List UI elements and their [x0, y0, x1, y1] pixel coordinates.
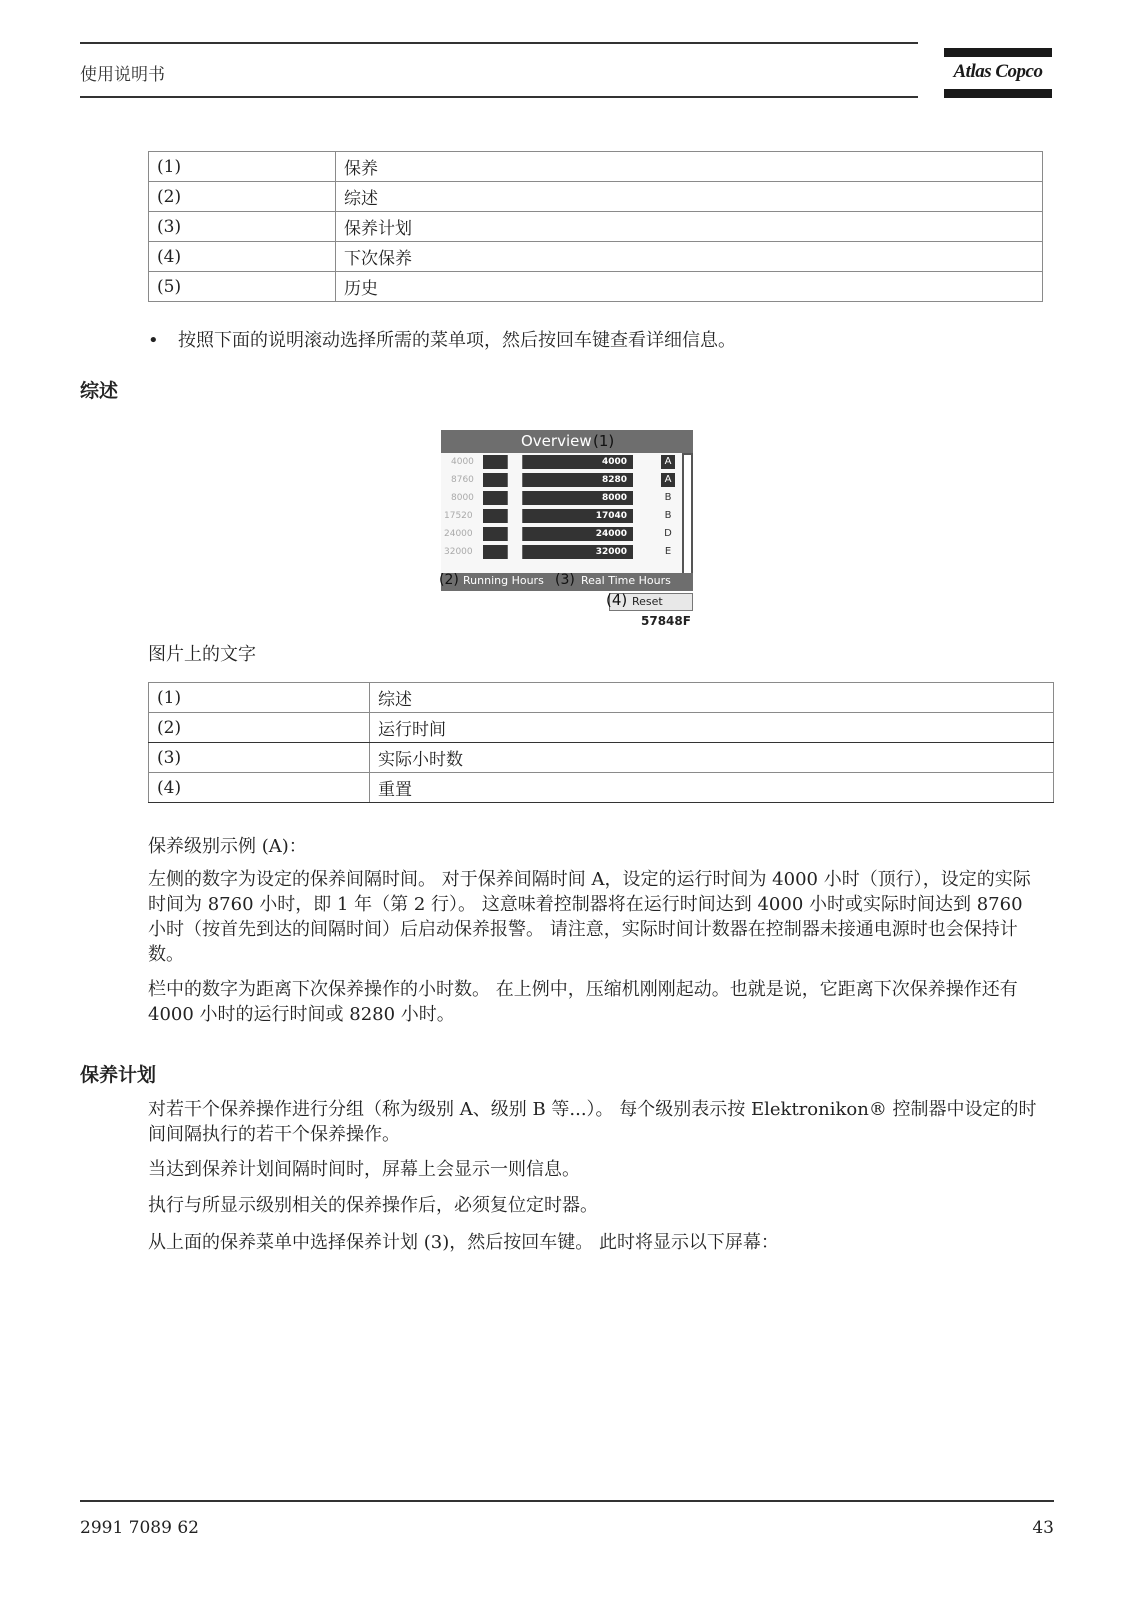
row-label: 重置: [370, 773, 1054, 803]
row-label: 保养: [336, 152, 1043, 182]
remaining-value: 32000: [595, 547, 627, 557]
interval-value: 17520: [444, 511, 473, 521]
remaining-value: 24000: [595, 529, 627, 539]
level-letter: A: [661, 473, 675, 487]
overview-screen-figure: [439, 430, 693, 628]
section-heading-plan: 保养计划: [80, 1064, 157, 1086]
interval-value: 8760: [451, 475, 474, 485]
row-label: 综述: [336, 182, 1043, 212]
row-label: 下次保养: [336, 242, 1043, 272]
document-number: 2991 7089 62: [80, 1518, 199, 1538]
running-hours-label: Running Hours: [463, 574, 544, 587]
remaining-bar: [483, 455, 633, 469]
interval-value: 24000: [444, 529, 473, 539]
row-number: (2): [149, 182, 336, 212]
paragraph-reset-timer: 执行与所显示级别相关的保养操作后，必须复位定时器。: [148, 1195, 598, 1216]
remaining-value: 8280: [601, 475, 627, 485]
remaining-bar: [483, 491, 633, 505]
screen-footer-bar: [441, 573, 693, 591]
row-label: 综述: [370, 683, 1054, 713]
remaining-bar: [483, 527, 633, 541]
interval-value: 4000: [451, 457, 474, 467]
table-row: [149, 272, 1043, 302]
figure-code: 57848F: [641, 614, 691, 628]
remaining-value: 17040: [595, 511, 627, 521]
running-hours-callout: (2): [439, 572, 459, 588]
screen-title-bar: [441, 430, 693, 453]
level-letter: B: [664, 492, 672, 503]
real-time-hours-label: Real Time Hours: [581, 574, 671, 587]
screen-title-callout: (1): [593, 432, 615, 450]
row-number: (1): [149, 152, 336, 182]
level-letter: E: [664, 546, 672, 557]
screen-title: Overview: [521, 432, 592, 450]
header-bottom-rule: [80, 96, 918, 98]
row-label: 运行时间: [370, 713, 1054, 743]
table-row: [149, 152, 1043, 182]
table-row: [149, 773, 1054, 803]
remaining-value: 8000: [601, 493, 627, 503]
paragraph-interval-explanation: 左侧的数字为设定的保养间隔时间。 对于保养间隔时间 A，设定的运行时间为 4000 小时（顶行），设定的实际时间为 8760 小时，即 1 年（第 2 行）。 这意味着控制器将在运行时间达到 4000 小时或实际时间达到 8760 小时（按首先到达的间隔时间）后启动保养报警。 请注意，实际时间计数器在控制器未接通电源时也会保持计数。: [148, 869, 1031, 965]
atlas-copco-logo: [944, 48, 1052, 100]
table-row: [149, 713, 1054, 743]
paragraph-plan-levels: 对若干个保养操作进行分组（称为级别 A、级别 B 等...）。 每个级别表示按 Elektronikon® 控制器中设定的时间间隔执行的若干个保养操作。: [148, 1099, 1037, 1145]
level-letter: A: [661, 455, 675, 469]
row-number: (3): [149, 212, 336, 242]
table-row: [149, 242, 1043, 272]
remaining-value: 4000: [601, 457, 627, 467]
table-row: [149, 683, 1054, 713]
logo-wordmark: Atlas Copco: [953, 61, 1043, 82]
row-number: (4): [149, 242, 336, 272]
section-heading-overview: 综述: [80, 380, 119, 402]
level-letter: D: [664, 528, 672, 539]
table-row: [149, 182, 1043, 212]
row-number: (1): [149, 683, 370, 713]
legend-table: [148, 682, 1054, 803]
interval-value: 32000: [444, 547, 473, 557]
row-label: 历史: [336, 272, 1043, 302]
bullet-icon: •: [148, 330, 159, 351]
reset-callout: (4): [606, 591, 628, 609]
level-letter: B: [664, 510, 672, 521]
row-label: 实际小时数: [370, 743, 1054, 773]
remaining-bar: [483, 509, 633, 523]
instruction-bullet: [148, 326, 736, 352]
paragraph-plan-message: 当达到保养计划间隔时间时，屏幕上会显示一则信息。: [148, 1159, 580, 1180]
remaining-bar: [483, 545, 633, 559]
paragraph-remaining-hours: 栏中的数字为距离下次保养操作的小时数。 在上例中，压缩机刚刚起动。也就是说，它距离下次保养操作还有 4000 小时的运行时间或 8280 小时。: [148, 979, 1018, 1025]
bullet-text: 按照下面的说明滚动选择所需的菜单项，然后按回车键查看详细信息。: [178, 330, 736, 351]
menu-table: [148, 151, 1043, 302]
row-number: (2): [149, 713, 370, 743]
row-number: (3): [149, 743, 370, 773]
interval-value: 8000: [451, 493, 474, 503]
header-top-rule: [80, 42, 918, 44]
reset-button: [606, 591, 693, 611]
footer-rule: [80, 1500, 1054, 1502]
figure-caption: 图片上的文字: [148, 644, 256, 665]
table-row: [149, 212, 1043, 242]
real-time-hours-callout: (3): [555, 572, 575, 588]
screen-scrollbar: [682, 453, 693, 591]
reset-label: Reset: [632, 595, 663, 608]
header-title: 使用说明书: [80, 65, 165, 85]
remaining-bar: [483, 473, 633, 487]
row-number: (4): [149, 773, 370, 803]
example-title: 保养级别示例 (A)：: [148, 836, 307, 857]
row-label: 保养计划: [336, 212, 1043, 242]
page-number: 43: [1032, 1518, 1054, 1538]
table-row: [149, 743, 1054, 773]
paragraph-select-plan: 从上面的保养菜单中选择保养计划 (3)，然后按回车键。 此时将显示以下屏幕：: [148, 1232, 779, 1253]
row-number: (5): [149, 272, 336, 302]
